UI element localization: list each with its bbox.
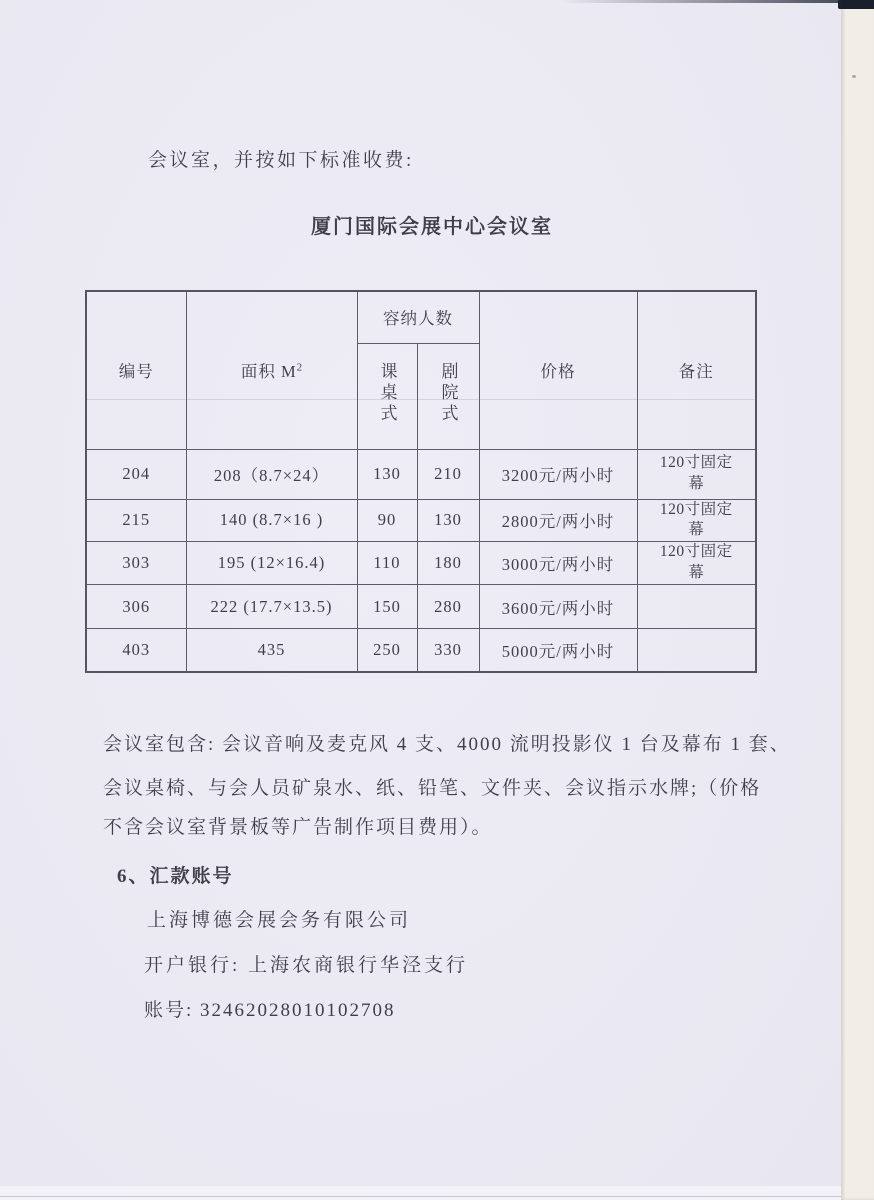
cell-theater: 330 xyxy=(417,629,479,672)
header-area xyxy=(186,291,357,449)
underlying-page-edge xyxy=(841,0,874,1200)
cell-area: 208（8.7×24） xyxy=(186,449,357,499)
cell-room-id: 215 xyxy=(86,499,186,542)
remittance-company: 上海博德会展会务有限公司 xyxy=(147,910,412,931)
notes-line-1: 会议室包含: 会议音响及麦克风 4 支、4000 流明投影仪 1 台及幕布 1 套、 xyxy=(103,734,791,755)
cell-remark xyxy=(637,542,756,585)
table-row xyxy=(86,629,756,672)
cell-room-id: 306 xyxy=(86,585,186,629)
header-room-id: 编号 xyxy=(86,291,186,449)
header-classroom-style xyxy=(357,343,417,449)
cell-price: 2800元/两小时 xyxy=(479,499,637,542)
cell-classroom: 250 xyxy=(357,629,417,672)
remark-text: 120寸固定幕 xyxy=(659,543,733,582)
scan-corner-artifact xyxy=(838,0,874,9)
meeting-room-price-table xyxy=(85,290,757,673)
header-classroom-label: 课桌式 xyxy=(377,362,397,425)
header-price: 价格 xyxy=(479,291,637,449)
header-remark: 备注 xyxy=(637,291,756,449)
cell-area: 435 xyxy=(186,629,357,672)
cell-classroom: 90 xyxy=(357,499,417,542)
table-header-row xyxy=(86,291,756,343)
cell-theater: 130 xyxy=(417,499,479,542)
cell-area: 195 (12×16.4) xyxy=(186,542,357,585)
cell-room-id: 303 xyxy=(86,542,186,585)
cell-classroom: 110 xyxy=(357,542,417,585)
scan-bottom-line xyxy=(0,1196,841,1197)
table-row xyxy=(86,449,756,499)
cell-remark xyxy=(637,629,756,672)
cell-classroom: 130 xyxy=(357,449,417,499)
header-area-label: 面积 M xyxy=(240,362,297,382)
cell-price: 3600元/两小时 xyxy=(479,585,637,629)
cell-price: 5000元/两小时 xyxy=(479,629,637,672)
table-row xyxy=(86,542,756,585)
table-title: 厦门国际会展中心会议室 xyxy=(311,216,553,238)
header-theater-style xyxy=(417,343,479,449)
cell-theater: 280 xyxy=(417,585,479,629)
remittance-account: 账号: 32462028010102708 xyxy=(144,1000,396,1021)
cell-theater: 180 xyxy=(417,542,479,585)
header-capacity: 容纳人数 xyxy=(357,291,479,343)
table-row xyxy=(86,585,756,629)
scan-speck-artifact xyxy=(852,75,856,78)
remark-text: 120寸固定幕 xyxy=(659,500,733,539)
cell-price: 3200元/两小时 xyxy=(479,449,637,499)
intro-line: 会议室，并按如下标准收费: xyxy=(148,150,414,171)
header-theater-label: 剧院式 xyxy=(438,362,458,425)
cell-area: 222 (17.7×13.5) xyxy=(186,585,357,629)
cell-area: 140 (8.7×16 ) xyxy=(186,499,357,542)
remittance-heading: 6、汇款账号 xyxy=(117,866,234,887)
cell-remark xyxy=(637,499,756,542)
cell-remark xyxy=(637,585,756,629)
cell-price: 3000元/两小时 xyxy=(479,542,637,585)
notes-line-3: 不含会议室背景板等广告制作项目费用）。 xyxy=(103,817,493,838)
cell-classroom: 150 xyxy=(357,585,417,629)
notes-line-2: 会议桌椅、与会人员矿泉水、纸、铅笔、文件夹、会议指示水牌;（价格 xyxy=(103,778,762,799)
cell-theater: 210 xyxy=(417,449,479,499)
scan-top-edge-artifact xyxy=(560,0,841,3)
remark-text: 120寸固定幕 xyxy=(659,454,733,492)
cell-remark xyxy=(637,449,756,499)
remittance-bank: 开户银行: 上海农商银行华泾支行 xyxy=(144,955,469,976)
cell-room-id: 204 xyxy=(86,449,186,499)
header-area-superscript: 2 xyxy=(296,361,303,374)
table-row xyxy=(86,499,756,542)
scan-bottom-edge xyxy=(0,1186,841,1200)
cell-room-id: 403 xyxy=(86,629,186,672)
